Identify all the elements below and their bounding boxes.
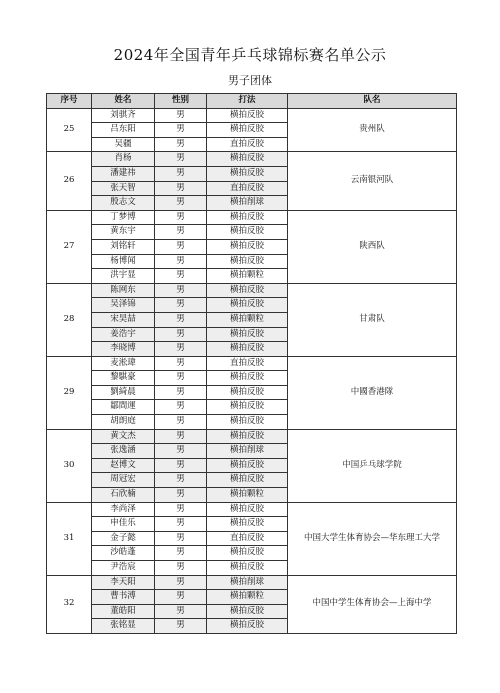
player-gender-cell: 男 [155, 371, 207, 386]
group-number-cell: 28 [47, 283, 92, 356]
team-name-cell: 贵州队 [288, 108, 457, 152]
player-gender-cell: 男 [155, 298, 207, 313]
player-name-cell: 殷志文 [92, 196, 155, 211]
table-row [47, 502, 457, 517]
player-style-cell: 横拍反胶 [207, 429, 288, 444]
player-gender-cell: 男 [155, 575, 207, 590]
table-row [47, 356, 457, 371]
player-name-cell: 张天智 [92, 181, 155, 196]
player-gender-cell: 男 [155, 604, 207, 619]
group-number-cell: 27 [47, 210, 92, 283]
player-gender-cell: 男 [155, 488, 207, 503]
player-name-cell: 陈网东 [92, 283, 155, 298]
header-gender: 性别 [155, 94, 207, 109]
group-number-cell: 29 [47, 356, 92, 429]
player-style-cell: 横拍反胶 [207, 298, 288, 313]
player-name-cell: 吕东阳 [92, 123, 155, 138]
player-gender-cell: 男 [155, 385, 207, 400]
player-name-cell: 张铭显 [92, 619, 155, 634]
player-style-cell: 横拍反胶 [207, 342, 288, 357]
player-style-cell: 直拍反胶 [207, 356, 288, 371]
player-gender-cell: 男 [155, 254, 207, 269]
player-style-cell: 横拍颗粒 [207, 590, 288, 605]
player-style-cell: 横拍反胶 [207, 400, 288, 415]
player-style-cell: 横拍反胶 [207, 502, 288, 517]
table-row [47, 152, 457, 167]
player-gender-cell: 男 [155, 356, 207, 371]
table-row [47, 283, 457, 298]
player-gender-cell: 男 [155, 108, 207, 123]
player-style-cell: 直拍反胶 [207, 531, 288, 546]
player-gender-cell: 男 [155, 269, 207, 284]
player-style-cell: 横拍颗粒 [207, 269, 288, 284]
player-gender-cell: 男 [155, 312, 207, 327]
player-style-cell: 横拍反胶 [207, 604, 288, 619]
group-number-cell: 31 [47, 502, 92, 575]
team-name-cell: 中国乒乓球学院 [288, 429, 457, 502]
player-name-cell: 潘建祎 [92, 166, 155, 181]
page-title: 2024年全国青年乒乓球锦标赛名单公示 [113, 46, 387, 64]
player-gender-cell: 男 [155, 590, 207, 605]
player-name-cell: 丁梦博 [92, 210, 155, 225]
player-style-cell: 横拍反胶 [207, 239, 288, 254]
table-row [47, 429, 457, 444]
player-name-cell: 吴泽锦 [92, 298, 155, 313]
player-name-cell: 刘铭轩 [92, 239, 155, 254]
player-style-cell: 横拍反胶 [207, 561, 288, 576]
player-gender-cell: 男 [155, 458, 207, 473]
group-number-cell: 25 [47, 108, 92, 152]
player-name-cell: 姜浩宇 [92, 327, 155, 342]
player-style-cell: 横拍反胶 [207, 283, 288, 298]
player-style-cell: 横拍颗粒 [207, 312, 288, 327]
player-name-cell: 肖杨 [92, 152, 155, 167]
player-gender-cell: 男 [155, 196, 207, 211]
player-name-cell: 尹浩宸 [92, 561, 155, 576]
team-name-cell: 中国中学生体育协会—上海中学 [288, 575, 457, 633]
player-gender-cell: 男 [155, 619, 207, 634]
player-name-cell: 劉綺晨 [92, 385, 155, 400]
player-gender-cell: 男 [155, 239, 207, 254]
player-name-cell: 金子懿 [92, 531, 155, 546]
header-name: 姓名 [92, 94, 155, 109]
player-gender-cell: 男 [155, 502, 207, 517]
player-style-cell: 横拍反胶 [207, 517, 288, 532]
table-header-row [47, 94, 457, 109]
player-name-cell: 李晓博 [92, 342, 155, 357]
player-name-cell: 黎騏豪 [92, 371, 155, 386]
player-style-cell: 横拍削球 [207, 444, 288, 459]
roster-body [47, 108, 457, 633]
player-name-cell: 周冠宏 [92, 473, 155, 488]
player-gender-cell: 男 [155, 561, 207, 576]
player-name-cell: 胡朗庭 [92, 415, 155, 430]
player-style-cell: 横拍反胶 [207, 152, 288, 167]
player-name-cell: 吴疆 [92, 137, 155, 152]
player-style-cell: 横拍反胶 [207, 108, 288, 123]
player-name-cell: 李尚泽 [92, 502, 155, 517]
player-gender-cell: 男 [155, 546, 207, 561]
player-style-cell: 横拍反胶 [207, 473, 288, 488]
group-number-cell: 32 [47, 575, 92, 633]
player-style-cell: 横拍反胶 [207, 458, 288, 473]
team-name-cell: 云南银河队 [288, 152, 457, 210]
player-name-cell: 沙皓蓬 [92, 546, 155, 561]
player-style-cell: 横拍反胶 [207, 327, 288, 342]
table-row [47, 575, 457, 590]
team-name-cell: 甘肃队 [288, 283, 457, 356]
player-gender-cell: 男 [155, 517, 207, 532]
player-style-cell: 横拍反胶 [207, 166, 288, 181]
player-style-cell: 横拍削球 [207, 196, 288, 211]
player-name-cell: 董皓阳 [92, 604, 155, 619]
player-style-cell: 横拍反胶 [207, 254, 288, 269]
player-style-cell: 横拍削球 [207, 575, 288, 590]
player-name-cell: 鄒間運 [92, 400, 155, 415]
player-gender-cell: 男 [155, 444, 207, 459]
player-name-cell: 曹书溥 [92, 590, 155, 605]
player-gender-cell: 男 [155, 342, 207, 357]
player-style-cell: 横拍反胶 [207, 619, 288, 634]
table-row [47, 210, 457, 225]
player-gender-cell: 男 [155, 415, 207, 430]
player-gender-cell: 男 [155, 210, 207, 225]
player-name-cell: 石欣楠 [92, 488, 155, 503]
player-name-cell: 黄文杰 [92, 429, 155, 444]
player-name-cell: 杨博闻 [92, 254, 155, 269]
player-name-cell: 宋昊喆 [92, 312, 155, 327]
player-gender-cell: 男 [155, 531, 207, 546]
player-style-cell: 横拍反胶 [207, 210, 288, 225]
player-style-cell: 横拍颗粒 [207, 488, 288, 503]
player-style-cell: 横拍反胶 [207, 546, 288, 561]
team-name-cell: 中国大学生体育协会—华东理工大学 [288, 502, 457, 575]
player-name-cell: 赵博文 [92, 458, 155, 473]
player-name-cell: 李天阳 [92, 575, 155, 590]
player-gender-cell: 男 [155, 181, 207, 196]
player-gender-cell: 男 [155, 152, 207, 167]
header-number: 序号 [47, 94, 92, 109]
player-gender-cell: 男 [155, 283, 207, 298]
player-gender-cell: 男 [155, 473, 207, 488]
player-gender-cell: 男 [155, 429, 207, 444]
page-subtitle: 男子团体 [228, 74, 272, 87]
player-style-cell: 横拍反胶 [207, 123, 288, 138]
group-number-cell: 30 [47, 429, 92, 502]
player-gender-cell: 男 [155, 137, 207, 152]
table-row [47, 108, 457, 123]
player-style-cell: 直拍反胶 [207, 137, 288, 152]
player-gender-cell: 男 [155, 123, 207, 138]
player-name-cell: 黄东宇 [92, 225, 155, 240]
group-number-cell: 26 [47, 152, 92, 210]
player-name-cell: 张逸涵 [92, 444, 155, 459]
player-style-cell: 横拍反胶 [207, 225, 288, 240]
player-gender-cell: 男 [155, 166, 207, 181]
player-name-cell: 麦淞瑋 [92, 356, 155, 371]
player-style-cell: 横拍反胶 [207, 415, 288, 430]
header-team: 队名 [288, 94, 457, 109]
player-style-cell: 横拍反胶 [207, 385, 288, 400]
roster-table [46, 93, 457, 634]
player-style-cell: 直拍反胶 [207, 181, 288, 196]
player-gender-cell: 男 [155, 400, 207, 415]
player-gender-cell: 男 [155, 225, 207, 240]
player-name-cell: 刘骐齐 [92, 108, 155, 123]
player-name-cell: 洪宇显 [92, 269, 155, 284]
player-gender-cell: 男 [155, 327, 207, 342]
player-style-cell: 横拍反胶 [207, 371, 288, 386]
team-name-cell: 陕西队 [288, 210, 457, 283]
header-style: 打法 [207, 94, 288, 109]
player-name-cell: 申佳乐 [92, 517, 155, 532]
team-name-cell: 中國香港隊 [288, 356, 457, 429]
